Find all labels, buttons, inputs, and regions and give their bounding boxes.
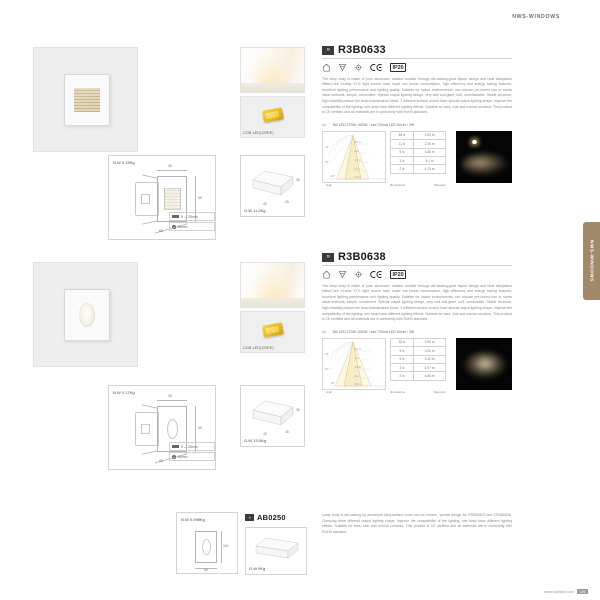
spec-text-1: 3W LED 2700K-3000K / incl.700mA LED Driver / 3W xyxy=(332,122,415,127)
table-row xyxy=(391,140,446,148)
table-row xyxy=(391,148,446,156)
diameter-value: 3.42 m xyxy=(414,355,446,363)
svg-text:0.5 m: 0.5 m xyxy=(354,347,361,351)
product-header-1 xyxy=(322,44,512,56)
cob-led-photo-1 xyxy=(240,96,305,138)
illuminance-header-2: Illuminance xyxy=(390,389,406,394)
svg-text:60°: 60° xyxy=(325,160,329,164)
accessory-gross-weight: G.W 9Kg xyxy=(249,566,266,571)
ip-rating-1: IP20 xyxy=(390,63,406,72)
page-title: NWS-WINDOWS xyxy=(512,14,560,20)
diameter-value: 4.86 m xyxy=(414,372,446,380)
cob-chip-icon xyxy=(262,107,284,122)
beam-caption-2: High xyxy=(326,389,333,394)
house-icon xyxy=(322,63,331,72)
svg-text:0.5 m: 0.5 m xyxy=(354,140,361,144)
cutout-size-2: 86mm xyxy=(178,454,188,459)
svg-text:1 m: 1 m xyxy=(354,149,359,153)
product-header-2 xyxy=(322,251,512,263)
cob-led-photo-2 xyxy=(240,311,305,353)
product-code-1: R3B0633 xyxy=(338,44,386,56)
divider-2 xyxy=(322,265,512,266)
carton-dim-w-1: 40 xyxy=(263,202,267,206)
depth-swatch-icon xyxy=(172,445,179,447)
carton-box-icon xyxy=(254,536,300,562)
accessory-net-weight: N.W 0.098Kg xyxy=(181,517,205,522)
cob-caption-2: COB LED(CREE) xyxy=(243,346,274,350)
gross-weight-2: G.W 13.5Kg xyxy=(244,438,266,443)
photometric-section-1 xyxy=(322,131,512,189)
technical-drawing-1 xyxy=(108,155,216,240)
accessory-carton-drawing xyxy=(245,527,307,575)
ip-rating-2: IP20 xyxy=(390,270,406,279)
carton-drawing-2 xyxy=(240,385,305,447)
svg-text:30°: 30° xyxy=(325,145,329,149)
diameter-value: 2.50 m xyxy=(414,338,446,346)
cutout-size-1: 86mm xyxy=(178,224,188,229)
product-block-2 xyxy=(322,251,512,396)
house-icon xyxy=(322,270,331,279)
page-number: 026 xyxy=(577,589,588,594)
accessory-code: AB0250 xyxy=(257,513,286,522)
dimmable-icon xyxy=(338,270,347,279)
footer-url: www.nwllision.com xyxy=(544,589,574,594)
diameter-value: 4.1 m xyxy=(414,156,446,164)
cutout-depth-row-2 xyxy=(169,442,215,451)
carton-box-icon xyxy=(251,398,295,428)
carton-dim-d-2: 45 xyxy=(285,430,289,434)
illuminance-header-1: Illuminance xyxy=(390,182,406,187)
table-row xyxy=(391,372,446,380)
hole-swatch-icon xyxy=(172,455,176,459)
spec-art-label-1: Art xyxy=(322,122,327,127)
lux-table-2 xyxy=(390,338,446,381)
lux-value: 3 lx xyxy=(391,363,414,371)
accessory-header xyxy=(245,513,286,522)
diameter-value: 2.36 m xyxy=(414,140,446,148)
section-tab[interactable] xyxy=(583,222,600,300)
dim-width-1: 38 xyxy=(168,164,172,168)
diameter-value: 3.06 m xyxy=(414,347,446,355)
product-photo-2 xyxy=(33,262,138,367)
technical-drawing-2 xyxy=(108,385,216,470)
dim-width-2: 38 xyxy=(168,394,172,398)
dimmable-icon xyxy=(338,63,347,72)
carton-dim-w-2: 40 xyxy=(263,432,267,436)
table-row xyxy=(391,347,446,355)
lux-value: 2 lx xyxy=(391,165,414,173)
diameter-value: 3.38 m xyxy=(414,148,446,156)
table-row xyxy=(391,156,446,164)
lux-value: 5 lx xyxy=(391,355,414,363)
spec-text-2: 3W LED 2700K-3000K / incl.700mA LED Driver / 3W xyxy=(332,329,415,334)
diameter-value: 4.73 m xyxy=(414,165,446,173)
lux-table-footer-2 xyxy=(390,390,446,394)
hole-swatch-icon xyxy=(172,225,176,229)
svg-text:1.5 m: 1.5 m xyxy=(354,158,361,162)
carton-dim-h-2: 36 xyxy=(296,408,300,412)
net-weight-1: N.W 0.15Kg xyxy=(113,160,135,165)
carton-box-icon xyxy=(251,168,295,198)
dim-height-2: 65 xyxy=(198,426,202,430)
svg-text:2.5 m: 2.5 m xyxy=(354,175,361,179)
cob-caption-1: COB LED(CREE) xyxy=(243,131,274,135)
product-code-2: R3B0638 xyxy=(338,251,386,263)
svg-text:30°: 30° xyxy=(325,352,329,356)
spec-art-label-2: Art xyxy=(322,329,327,334)
accessory-badge-icon: » xyxy=(245,514,254,521)
product-badge-icon-1: » xyxy=(322,46,334,55)
svg-text:2.5 m: 2.5 m xyxy=(354,382,361,386)
cutout-size-row-1 xyxy=(169,222,215,231)
lux-value: 48 lx xyxy=(391,131,414,139)
table-row xyxy=(391,338,446,346)
diameter-header-2: Diameter xyxy=(433,389,446,394)
beam-diagram-2 xyxy=(322,338,386,390)
accessory-drawing xyxy=(176,512,238,574)
svg-text:1 m: 1 m xyxy=(354,356,359,360)
spec-line-1 xyxy=(322,123,512,127)
accessory-dim-height: 116 xyxy=(223,544,229,548)
photometric-section-2 xyxy=(322,338,512,396)
svg-text:2 m: 2 m xyxy=(354,167,359,171)
accessory-dim-width: 86 xyxy=(204,568,208,572)
table-row xyxy=(391,165,446,173)
carton-dim-h-1: 36 xyxy=(296,178,300,182)
accessory-description: Lamp body is die-casting by aluminium alloy,surface cover can be chosen, special design for CRDB0633 and CRDB0638. Choosing three different output lighting shape, improve the compatibility of the lighting, one lamp have different lighting effects. Suitable for bars, club and normal corridors. This product is CE certified and all materials are in conformity with ROHS standard. xyxy=(322,513,512,534)
ce-mark-icon xyxy=(370,63,383,72)
diameter-value: 1.60 m xyxy=(414,131,446,139)
table-row xyxy=(391,363,446,371)
gross-weight-1: G.W 11.2Kg xyxy=(244,208,266,213)
divider-1 xyxy=(322,58,512,59)
table-row xyxy=(391,355,446,363)
product-application-photo-2 xyxy=(240,262,305,308)
cutout-depth-row-1 xyxy=(169,212,215,221)
lux-value: 9 lx xyxy=(391,347,414,355)
diameter-header-1: Diameter xyxy=(433,182,446,187)
lux-value: 32 lx xyxy=(391,338,414,346)
depth-swatch-icon xyxy=(172,215,179,217)
product-block-1 xyxy=(322,44,512,189)
lux-value: 5 lx xyxy=(391,148,414,156)
product-description-2: The lamp body is made of pure aluminum, radiator molded through die-casting,good layout design and heat dissipation effect,Cree XLamp XT-E light source have super low power consumption, high efficiency and energy saving features, excellent lighting performance and lighting quality. Suitable for indoor environments, can choose pre-buried box or screw instal methods, simple, convenient. Special output lighting design, very well anti-glare, soft, comfortable. Stable structure, high reliability,reduce the lamp maintenance times. 3 different surface covers have special output lighting shape, improve the compatibility of the lighting, one lamp have different lighting effects. Suitable for bars, club and normal corridors. This product is CE certified and all materials are in conformity with RoHS standard. xyxy=(322,283,512,322)
page-footer xyxy=(544,589,588,594)
product-badge-icon-2: » xyxy=(322,253,334,262)
lux-value: 11 lx xyxy=(391,140,414,148)
cob-chip-icon xyxy=(262,322,284,337)
beam-photo-1 xyxy=(456,131,512,183)
lux-table-footer-1 xyxy=(390,183,446,187)
svg-text:90°: 90° xyxy=(331,381,335,385)
cutout-depth-2: 5 — 25mm xyxy=(181,444,198,449)
beam-photo-2 xyxy=(456,338,512,390)
cutout-depth-1: 5 — 25mm xyxy=(181,214,198,219)
lux-value: 3 lx xyxy=(391,156,414,164)
ce-mark-icon xyxy=(370,270,383,279)
dim-depth-2: 68 xyxy=(159,459,163,463)
cutout-size-row-2 xyxy=(169,452,215,461)
product-description-1: The lamp body is made of pure aluminum, radiator molded through die-casting,good layout design and heat dissipation effect,Cree XLamp XT-E light source have super low power consumption, high efficiency and energy saving features, excellent lighting performance and lighting quality. Suitable for indoor environments, can choose pre-buried box or screw instal methods, simple, convenient. Special output lighting design, very well anti-glare, soft, nonetheliable. Stable structure, high reliability,reduce the lamp maintenance times. 3 different surface covers have special output lighting shape, improve the compatibility of the lighting, one lamp have different lighting effects. Suitable for bars, club and normal corridors. This product is CE certified and all materials are in conformity with RoHS standard. xyxy=(322,76,512,115)
product-photo-1 xyxy=(33,47,138,152)
beam-diagram-1 xyxy=(322,131,386,183)
net-weight-2: N.W 0.17Kg xyxy=(113,390,135,395)
product-application-photo-1 xyxy=(240,47,305,93)
svg-text:2 m: 2 m xyxy=(354,374,359,378)
svg-text:60°: 60° xyxy=(325,367,329,371)
carton-drawing-1 xyxy=(240,155,305,217)
spec-line-2 xyxy=(322,330,512,334)
diameter-value: 4.07 m xyxy=(414,363,446,371)
dim-depth-1: 68 xyxy=(159,229,163,233)
svg-text:1.5 m: 1.5 m xyxy=(354,365,361,369)
section-tab-label: NWS-WINDOWS xyxy=(589,239,594,283)
table-row xyxy=(391,131,446,139)
certification-icons-1 xyxy=(322,63,512,73)
lux-table-1 xyxy=(390,131,446,174)
dim-height-1: 65 xyxy=(198,196,202,200)
carton-dim-d-1: 45 xyxy=(285,200,289,204)
svg-text:90°: 90° xyxy=(331,174,335,178)
led-module-icon xyxy=(354,270,363,279)
beam-caption-1: High xyxy=(326,182,333,187)
certification-icons-2 xyxy=(322,270,512,280)
led-module-icon xyxy=(354,63,363,72)
lux-value: 2 lx xyxy=(391,372,414,380)
